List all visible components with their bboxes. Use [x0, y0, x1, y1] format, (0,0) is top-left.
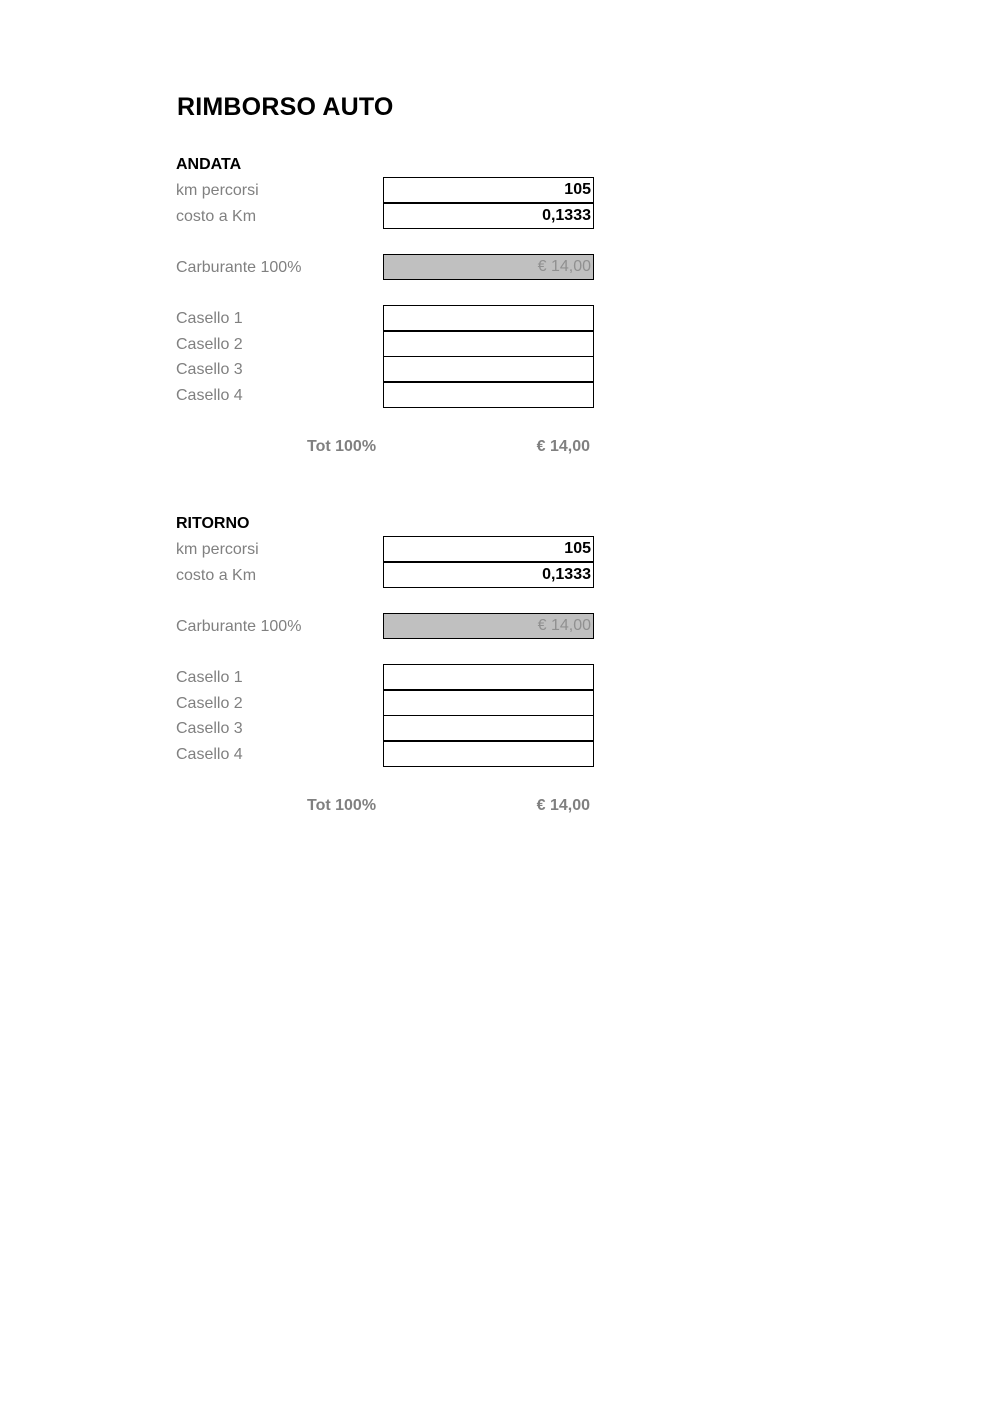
- ritorno-km-input[interactable]: 105: [383, 536, 594, 562]
- ritorno-heading: RITORNO: [176, 515, 250, 532]
- ritorno-total-value: € 14,00: [536, 797, 590, 814]
- andata-toll-1-label: Casello 1: [176, 310, 243, 327]
- andata-cost-label: costo a Km: [176, 208, 257, 225]
- andata-total-label: Tot 100%: [307, 438, 377, 455]
- andata-toll-3-input[interactable]: [383, 356, 594, 382]
- andata-toll-4-label: Casello 4: [176, 387, 243, 404]
- ritorno-fuel-label: Carburante 100%: [176, 618, 302, 635]
- andata-km-input[interactable]: 105: [383, 177, 594, 203]
- andata-total-value: € 14,00: [536, 438, 590, 455]
- andata-toll-3-label: Casello 3: [176, 361, 243, 378]
- ritorno-toll-3-input[interactable]: [383, 715, 594, 741]
- andata-fuel-label: Carburante 100%: [176, 259, 302, 276]
- ritorno-toll-1-label: Casello 1: [176, 669, 243, 686]
- ritorno-toll-3-label: Casello 3: [176, 720, 243, 737]
- ritorno-toll-4-label: Casello 4: [176, 746, 243, 763]
- ritorno-cost-label: costo a Km: [176, 567, 257, 584]
- ritorno-total-label: Tot 100%: [307, 797, 377, 814]
- ritorno-toll-4-input[interactable]: [383, 741, 594, 767]
- andata-km-label: km percorsi: [176, 182, 259, 199]
- ritorno-cost-input[interactable]: 0,1333: [383, 562, 594, 588]
- andata-fuel-value: € 14,00: [383, 254, 594, 280]
- andata-toll-4-input[interactable]: [383, 382, 594, 408]
- ritorno-toll-1-input[interactable]: [383, 664, 594, 690]
- page-title: RIMBORSO AUTO: [177, 93, 394, 121]
- ritorno-toll-2-label: Casello 2: [176, 695, 243, 712]
- andata-toll-2-input[interactable]: [383, 331, 594, 357]
- andata-toll-2-label: Casello 2: [176, 336, 243, 353]
- andata-heading: ANDATA: [176, 156, 242, 173]
- ritorno-km-label: km percorsi: [176, 541, 259, 558]
- ritorno-toll-2-input[interactable]: [383, 690, 594, 716]
- andata-toll-1-input[interactable]: [383, 305, 594, 331]
- andata-cost-input[interactable]: 0,1333: [383, 203, 594, 229]
- ritorno-fuel-value: € 14,00: [383, 613, 594, 639]
